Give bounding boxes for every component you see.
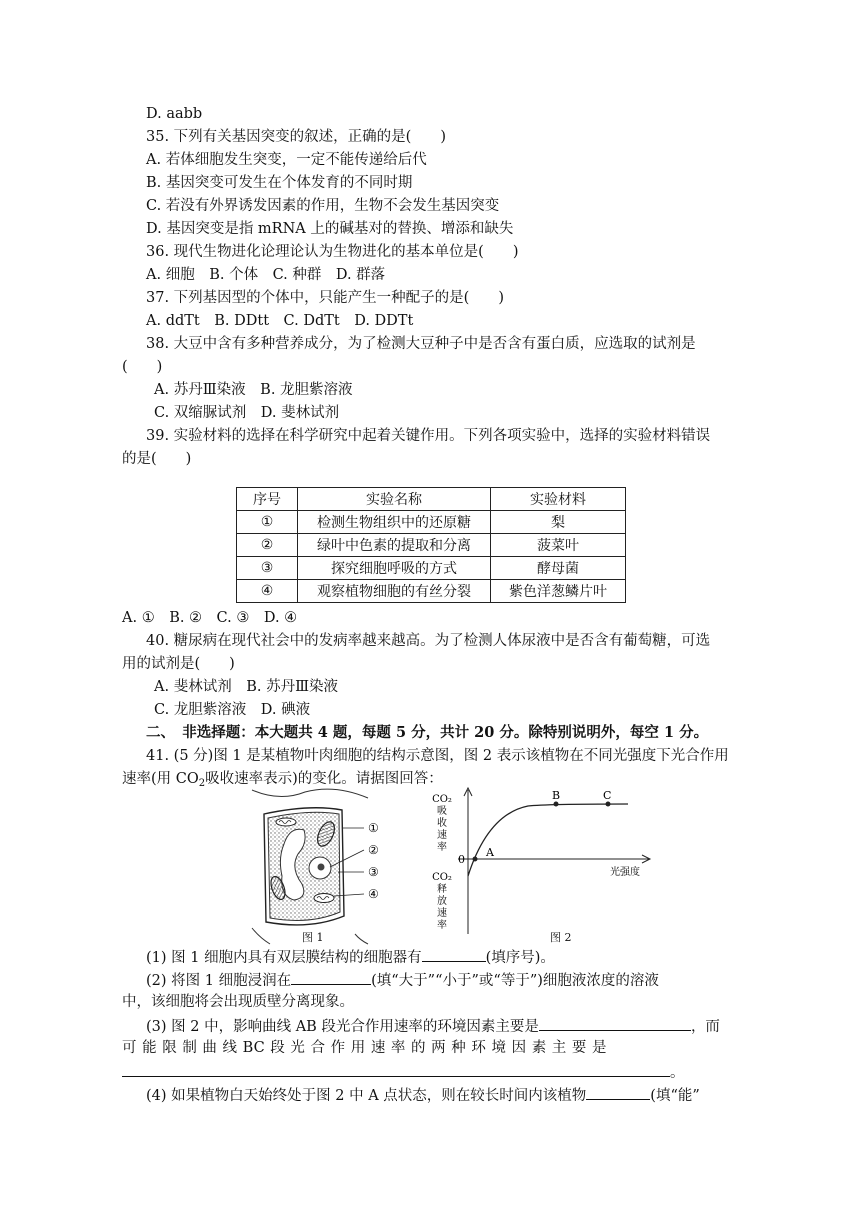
q41-part2	[146, 969, 659, 991]
point-c	[606, 802, 611, 807]
question-39-cont: 的是( )	[122, 451, 192, 467]
q35-option-d: D. 基因突变是指 mRNA 上的碱基对的替换、增添和缺失	[146, 221, 514, 237]
table-cell: 探究细胞呼吸的方式	[298, 557, 491, 580]
q39-options: A. ① B. ② C. ③ D. ④	[122, 610, 298, 626]
table-cell: ④	[237, 580, 298, 603]
answer-blank-1[interactable]	[422, 946, 486, 962]
ylabel-top-2: 吸	[437, 806, 447, 817]
text-part: (4) 如果植物白天始终处于图 2 中 A 点状态，则在较长时间内该植物	[146, 1088, 587, 1104]
subscript: 2	[198, 778, 206, 789]
table-cell: ①	[237, 511, 298, 534]
table-row	[237, 557, 626, 580]
table-cell: 观察植物细胞的有丝分裂	[298, 580, 491, 603]
fig1-label-2: ②	[368, 843, 379, 857]
question-38: 38. 大豆中含有多种营养成分，为了检测大豆种子中是否含有蛋白质，应选取的试剂是	[146, 336, 696, 352]
table-cell: 酵母菌	[491, 557, 626, 580]
xlabel: 光强度	[610, 867, 640, 878]
question-36: 36. 现代生物进化论理论认为生物进化的基本单位是( )	[146, 244, 519, 260]
section-heading: 二、 非选择题：本大题共 4 题，每题 5 分，共计 20 分。除特别说明外，每空 1 分。	[146, 724, 709, 741]
text-part: (填“能”	[650, 1088, 700, 1104]
q41-part3-blank-line	[122, 1061, 685, 1083]
q38-options-cd: C. 双缩脲试剂 D. 斐林试剂	[154, 405, 340, 421]
text-part: ，而	[690, 1019, 720, 1035]
ylabel-top-1: CO₂	[432, 794, 452, 805]
question-41: 41. (5 分)图 1 是某植物叶肉细胞的结构示意图，图 2 表示该植物在不同光强度下光合作用	[146, 748, 729, 764]
text-part: 吸收速率表示)的变化。请据图回答：	[205, 771, 443, 787]
ylabel-bottom-1: CO₂	[432, 872, 452, 883]
table-header: 序号	[237, 488, 298, 511]
q41-part4	[146, 1084, 700, 1106]
point-c-label: C	[603, 789, 612, 802]
ylabel-bottom-5: 率	[437, 920, 447, 931]
point-b-label: B	[552, 789, 561, 802]
answer-blank-2[interactable]	[291, 969, 371, 985]
origin-label: 0	[458, 853, 465, 866]
ylabel-bottom-4: 速	[437, 908, 447, 919]
q41-part3-cont: 可 能 限 制 曲 线 BC 段 光 合 作 用 速 率 的 两 种 环 境 因 素 主 要 是	[122, 1040, 607, 1056]
table-cell: 菠菜叶	[491, 534, 626, 557]
q40-options-ab: A. 斐林试剂 B. 苏丹Ⅲ染液	[154, 679, 339, 695]
question-35: 35. 下列有关基因突变的叙述，正确的是( )	[146, 129, 446, 145]
question-38-cont: ( )	[122, 359, 163, 375]
text-part: (3) 图 2 中，影响曲线 AB 段光合作用速率的环境因素主要是	[146, 1019, 539, 1035]
ylabel-top-4: 速	[437, 830, 447, 841]
text-part: (1) 图 1 细胞内具有双层膜结构的细胞器有	[146, 950, 422, 966]
table-cell: ③	[237, 557, 298, 580]
answer-blank-4[interactable]	[122, 1061, 670, 1077]
q35-option-c: C. 若没有外界诱发因素的作用，生物不会发生基因突变	[146, 198, 500, 214]
q36-options: A. 细胞 B. 个体 C. 种群 D. 群落	[146, 267, 386, 283]
table-cell: 梨	[491, 511, 626, 534]
text-part: 。	[670, 1065, 685, 1081]
answer-blank-3[interactable]	[539, 1015, 691, 1031]
experiment-table	[236, 487, 626, 603]
table-header: 实验材料	[491, 488, 626, 511]
table-cell: 紫色洋葱鳞片叶	[491, 580, 626, 603]
point-b	[554, 802, 559, 807]
table-row	[237, 534, 626, 557]
question-40: 40. 糖尿病在现代社会中的发病率越来越高。为了检测人体尿液中是否含有葡萄糖，可选	[146, 633, 711, 649]
option-d-prev: D. aabb	[146, 106, 203, 122]
q41-part1	[146, 946, 555, 968]
ylabel-top-3: 收	[437, 818, 447, 829]
table-cell: 检测生物组织中的还原糖	[298, 511, 491, 534]
q37-options: A. ddTt B. DDtt C. DdTt D. DDTt	[146, 313, 414, 329]
figure-2-caption: 图 2	[550, 931, 572, 944]
answer-blank-5[interactable]	[586, 1084, 650, 1100]
figure-1-cell	[250, 788, 380, 948]
question-37: 37. 下列基因型的个体中，只能产生一种配子的是( )	[146, 290, 504, 306]
q35-option-a: A. 若体细胞发生突变，一定不能传递给后代	[146, 152, 427, 168]
figure-2-chart	[428, 786, 660, 936]
text-part: (2) 将图 1 细胞浸润在	[146, 973, 292, 989]
fig1-label-3: ③	[368, 865, 379, 879]
ylabel-top-5: 率	[437, 842, 447, 853]
text-part: (填序号)。	[485, 950, 555, 966]
point-a	[473, 857, 478, 862]
table-cell: ②	[237, 534, 298, 557]
fig1-label-4: ④	[368, 887, 379, 901]
q35-option-b: B. 基因突变可发生在个体发育的不同时期	[146, 175, 413, 191]
q41-part3	[146, 1015, 720, 1037]
text-part: (填“大于”“小于”或“等于”)细胞液浓度的溶液	[371, 973, 659, 989]
ylabel-bottom-3: 放	[437, 896, 447, 907]
table-row	[237, 511, 626, 534]
table-header: 实验名称	[298, 488, 491, 511]
table-row	[237, 580, 626, 603]
fig1-label-1: ①	[368, 821, 379, 835]
q40-options-cd: C. 龙胆紫溶液 D. 碘液	[154, 702, 311, 718]
ylabel-bottom-2: 释	[437, 884, 447, 895]
q41-part2-cont: 中，该细胞将会出现质壁分离现象。	[122, 994, 354, 1010]
text-part: 速率(用 CO	[122, 771, 199, 787]
point-a-label: A	[486, 846, 494, 859]
question-39: 39. 实验材料的选择在科学研究中起着关键作用。下列各项实验中，选择的实验材料错误	[146, 428, 711, 444]
table-header-row	[237, 488, 626, 511]
figure-1-caption: 图 1	[302, 931, 324, 944]
question-40-cont: 用的试剂是( )	[122, 656, 235, 672]
table-cell: 绿叶中色素的提取和分离	[298, 534, 491, 557]
q38-options-ab: A. 苏丹Ⅲ染液 B. 龙胆紫溶液	[154, 382, 353, 398]
